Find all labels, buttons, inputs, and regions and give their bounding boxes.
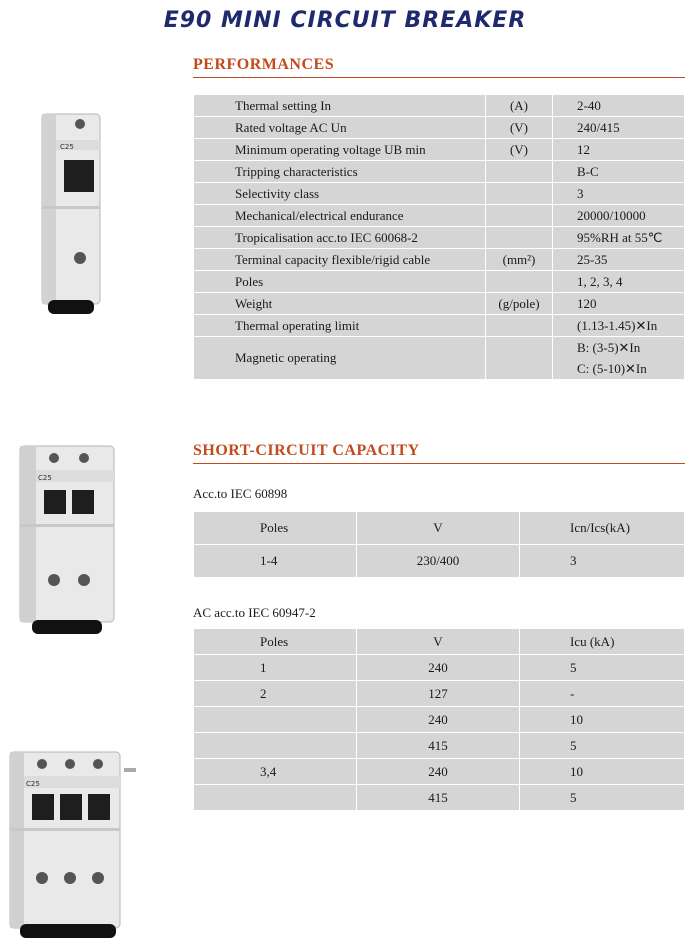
table-cell [194, 733, 357, 759]
2-pole-breaker-image [10, 440, 120, 640]
performance-value [553, 337, 685, 380]
table-cell: 3,4 [194, 759, 357, 785]
performance-label: Thermal operating limit [194, 315, 486, 337]
performance-row [194, 161, 685, 183]
performance-label: Poles [194, 271, 486, 293]
performance-label: Minimum operating voltage UB min [194, 139, 486, 161]
1-pole-marking: C25 [60, 143, 74, 151]
performance-unit [486, 337, 553, 380]
table-row [194, 707, 685, 733]
table-cell: 1-4 [194, 545, 357, 578]
short-circuit-rule [193, 463, 685, 464]
table-cell: 5 [520, 785, 685, 811]
decorative-dash [124, 768, 136, 772]
table-row [194, 733, 685, 759]
performance-unit [486, 161, 553, 183]
table-row [194, 545, 685, 578]
table-header-row [194, 629, 685, 655]
performance-row [194, 249, 685, 271]
performance-unit [486, 205, 553, 227]
performance-value: 1, 2, 3, 4 [553, 271, 685, 293]
performance-label: Tripping characteristics [194, 161, 486, 183]
performance-label: Magnetic operating [194, 337, 486, 380]
performance-value: 95%RH at 55℃ [553, 227, 685, 249]
iec60898-caption: Acc.to IEC 60898 [193, 486, 288, 501]
column-header: Poles [194, 512, 357, 545]
table-cell: 3 [520, 545, 685, 578]
performance-value: 120 [553, 293, 685, 315]
performance-unit: (g/pole) [486, 293, 553, 315]
performance-label: Tropicalisation acc.to IEC 60068-2 [194, 227, 486, 249]
performance-value: B-C [553, 161, 685, 183]
table-cell: 415 [357, 785, 520, 811]
performance-row [194, 315, 685, 337]
performance-unit [486, 271, 553, 293]
table-cell: 240 [357, 707, 520, 733]
performance-row-magnetic [194, 337, 685, 380]
performance-unit: (mm²) [486, 249, 553, 271]
table-header-row [194, 512, 685, 545]
performance-unit: (A) [486, 95, 553, 117]
table-cell: 10 [520, 759, 685, 785]
performances-table [193, 94, 685, 380]
table-row [194, 785, 685, 811]
table-cell: 240 [357, 655, 520, 681]
performance-row [194, 95, 685, 117]
performance-unit [486, 315, 553, 337]
table-cell: 230/400 [357, 545, 520, 578]
table-cell: 415 [357, 733, 520, 759]
1-pole-breaker-image [34, 110, 110, 322]
performance-value: 3 [553, 183, 685, 205]
iec60947-caption: AC acc.to IEC 60947-2 [193, 605, 316, 620]
performances-rule [193, 77, 685, 78]
column-header: V [357, 629, 520, 655]
performance-unit: (V) [486, 117, 553, 139]
performance-label: Thermal setting In [194, 95, 486, 117]
performance-label: Selectivity class [194, 183, 486, 205]
performance-value: 12 [553, 139, 685, 161]
performance-label: Mechanical/electrical endurance [194, 205, 486, 227]
performance-label: Rated voltage AC Un [194, 117, 486, 139]
column-header: V [357, 512, 520, 545]
performance-label: Terminal capacity flexible/rigid cable [194, 249, 486, 271]
table-cell: 5 [520, 733, 685, 759]
performance-value: 240/415 [553, 117, 685, 139]
column-header: Icn/Ics(kA) [520, 512, 685, 545]
performance-unit: (V) [486, 139, 553, 161]
performance-row [194, 205, 685, 227]
performance-value: (1.13-1.45)✕In [553, 315, 685, 337]
performance-row [194, 293, 685, 315]
performance-value: 2-40 [553, 95, 685, 117]
short-circuit-heading: SHORT-CIRCUIT CAPACITY [193, 442, 420, 459]
table-cell: 5 [520, 655, 685, 681]
table-cell: 127 [357, 681, 520, 707]
iec60898-table [193, 511, 685, 578]
page-title: E90 MINI CIRCUIT BREAKER [163, 8, 527, 33]
column-header: Poles [194, 629, 357, 655]
table-cell: - [520, 681, 685, 707]
performance-label: Weight [194, 293, 486, 315]
performance-unit [486, 183, 553, 205]
3-pole-breaker-image [4, 746, 124, 944]
table-cell: 2 [194, 681, 357, 707]
table-row [194, 681, 685, 707]
performances-heading: PERFORMANCES [193, 56, 335, 73]
table-row [194, 655, 685, 681]
magnetic-value-c: C: (5-10)✕In [577, 361, 647, 376]
iec60947-table [193, 628, 685, 811]
table-cell: 240 [357, 759, 520, 785]
magnetic-value-b: B: (3-5)✕In [577, 340, 641, 355]
3-pole-marking: C25 [26, 780, 40, 788]
table-cell: 10 [520, 707, 685, 733]
column-header: Icu (kA) [520, 629, 685, 655]
performance-row [194, 183, 685, 205]
performance-row [194, 271, 685, 293]
performance-row [194, 139, 685, 161]
performance-value: 25-35 [553, 249, 685, 271]
performance-unit [486, 227, 553, 249]
2-pole-marking: C25 [38, 474, 52, 482]
performance-row [194, 227, 685, 249]
table-cell: 1 [194, 655, 357, 681]
table-cell [194, 785, 357, 811]
performance-row [194, 117, 685, 139]
performance-value: 20000/10000 [553, 205, 685, 227]
table-cell [194, 707, 357, 733]
table-row [194, 759, 685, 785]
